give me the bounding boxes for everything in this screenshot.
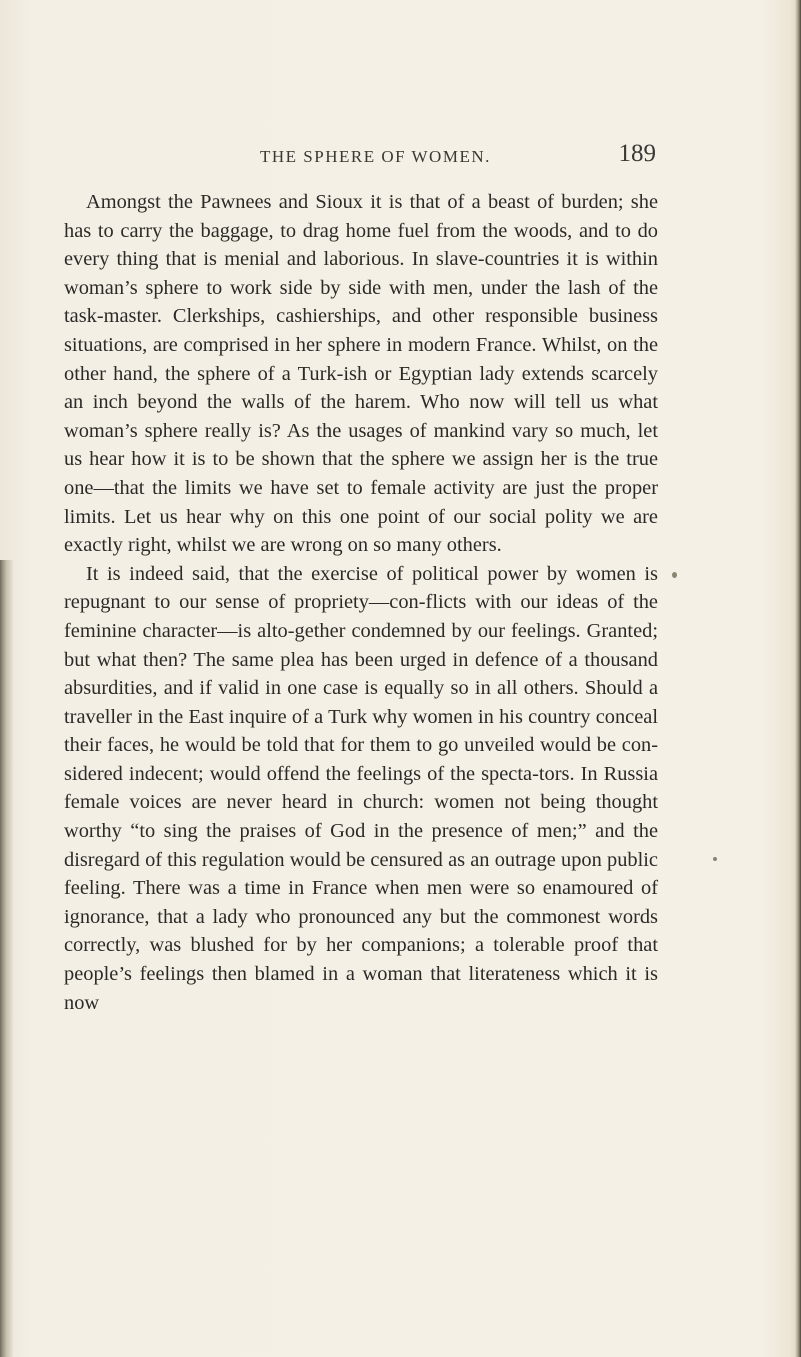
paragraph-2: It is indeed said, that the exercise of political power by women is repugnant to our sense of propriety—con-flicts with our ideas of the feminine character—is alto-gether condemned by our feelings. Granted; but what then? The same plea has been urged in defence of a thousand absurdities, and if valid in one case is equally so in all others. Should a traveller in the East inquire of a Turk why women in his country conceal their faces, he would be told that for them to go unveiled would be con-sidered indecent; would offend the feelings of the specta-tors. In Russia female voices are never heard in church: women not being thought worthy “to sing the praises of God in the presence of men;” and the disregard of this regulation would be censured as an outrage upon public feeling. There was a time in France when men were so enamoured of ignorance, that a lady who pronounced any but the commonest words correctly, was blushed for by her companions; a tolerable proof that people’s feelings then blamed in a woman that literateness which it is now [64,562,658,1014]
page-header [60,140,660,174]
page-number: 189 [618,140,656,167]
page-edge [795,0,801,1357]
binding-shadow [0,560,14,1357]
body-text [64,188,658,1017]
ink-spot [713,857,717,861]
paragraph-1: Amongst the Pawnees and Sioux it is that of a beast of burden; she has to carry the baggage, to drag home fuel from the woods, and to do every thing that is menial and laborious. In slave-countries it is within woman’s sphere to work side by side with men, under the lash of the task-master. Clerkships, cashierships, and other responsible business situations, are comprised in her sphere in modern France. Whilst, on the other hand, the sphere of a Turk-ish or Egyptian lady extends scarcely an inch beyond the walls of the harem. Who now will tell us what woman’s sphere really is? As the usages of mankind vary so much, let us hear how it is to be shown that the sphere we assign her is the true one—that the limits we have set to female activity are just the proper limits. Let us hear why on this one point of our social polity we are exactly right, whilst we are wrong on so many others. [64,191,658,557]
running-head: THE SPHERE OF WOMEN. [260,147,491,166]
ink-spot [672,572,677,578]
